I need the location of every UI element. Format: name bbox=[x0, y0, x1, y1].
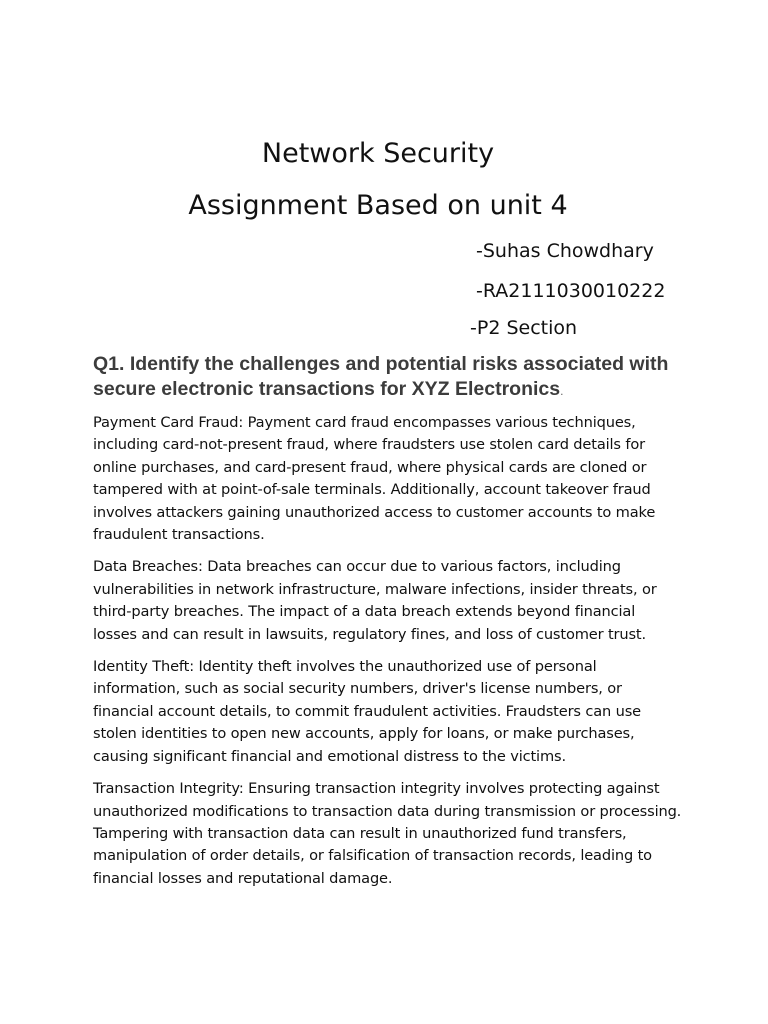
question-trailing-period: . bbox=[560, 384, 564, 398]
answer-body bbox=[93, 412, 683, 900]
paragraph-transaction-integrity: Transaction Integrity: Ensuring transaction integrity involves protecting against unauthorized modifications to transaction data during transmission or processing. Tampering with transaction data can result in unauthorized fund transfers, manipulation of order details, or falsification of transaction records, leading to financial losses and reputational damage. bbox=[93, 780, 682, 887]
paragraph-identity-theft: Identity Theft: Identity theft involves the unauthorized use of personal information, such as social security numbers, driver's license numbers, or financial account details, to commit fraudulent activities. Fraudsters can use stolen identities to open new accounts, apply for loans, or make purchases, causing significant financial and emotional distress to the victims. bbox=[93, 658, 641, 765]
document-subtitle: Assignment Based on unit 4 bbox=[188, 190, 568, 221]
question-text: Q1. Identify the challenges and potential risks associated with secure electronic transactions for XYZ Electronics bbox=[93, 353, 669, 400]
document-title: Network Security bbox=[261, 138, 495, 169]
author-name: -Suhas Chowdhary bbox=[476, 240, 654, 262]
question-heading bbox=[93, 352, 693, 404]
section-label: -P2 Section bbox=[470, 317, 578, 339]
registration-number: -RA2111030010222 bbox=[476, 280, 666, 302]
paragraph-payment-card-fraud: Payment Card Fraud: Payment card fraud encompasses various techniques, including card-not-present fraud, where fraudsters use stolen card details for online purchases, and card-present fraud, where physical cards are cloned or tampered with at point-of-sale terminals. Additionally, account takeover fraud involves attackers gaining unauthorized access to customer accounts to make fraudulent transactions. bbox=[93, 414, 656, 544]
paragraph-data-breaches: Data Breaches: Data breaches can occur due to various factors, including vulnerabilities in network infrastructure, malware infections, insider threats, or third-party breaches. The impact of a data breach extends beyond financial losses and can result in lawsuits, regulatory fines, and loss of customer trust. bbox=[93, 558, 657, 643]
